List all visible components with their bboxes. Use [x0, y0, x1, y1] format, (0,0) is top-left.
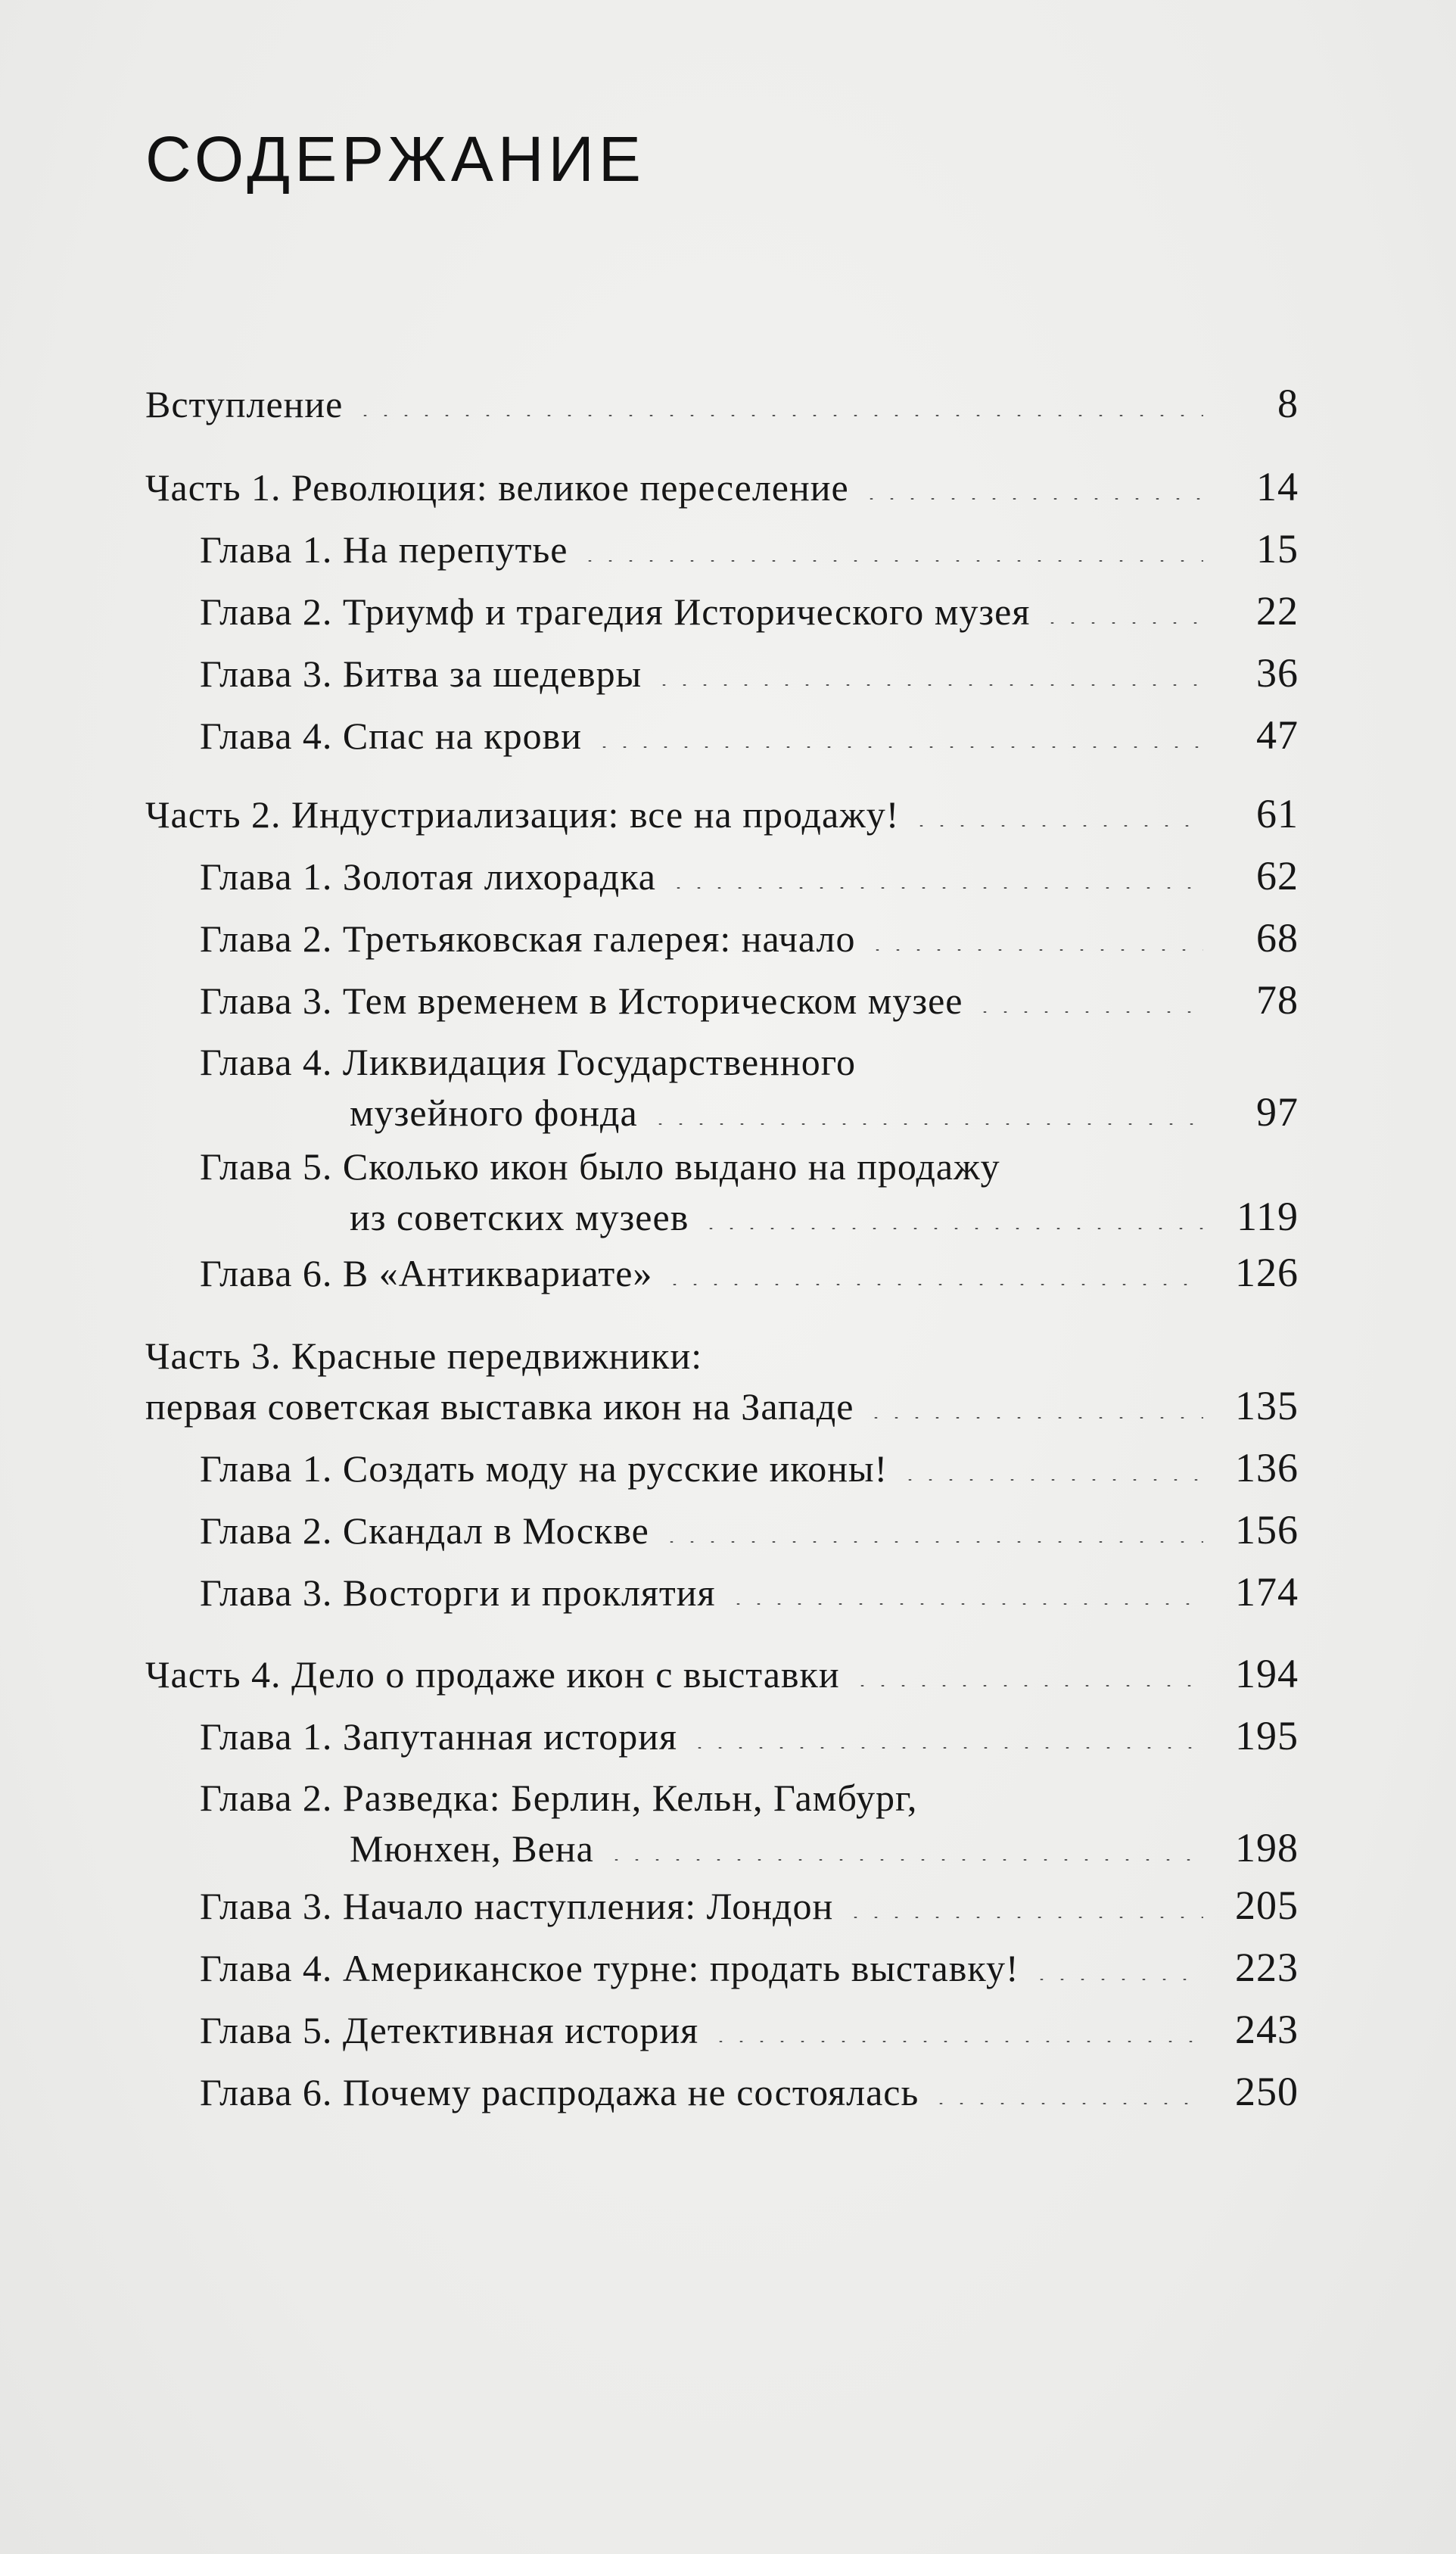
toc-chapter[interactable]	[145, 710, 1299, 760]
toc-entry-label: Глава 3. Начало наступления: Лондон	[200, 1885, 834, 1927]
toc-entry-label: Глава 1. Запутанная история	[200, 1715, 678, 1758]
toc-entry-label: Вступление	[145, 383, 344, 425]
toc-entry-label: Глава 1. Золотая лихорадка	[200, 855, 656, 898]
toc-entry-label: Глава 4. Ликвидация Государственного	[200, 1041, 857, 1083]
dot-leader	[931, 2103, 1203, 2104]
toc-entry-label: Часть 2. Индустриализация: все на продажу!	[145, 793, 900, 836]
toc-entry-label: Глава 2. Триумф и трагедия Исторического музея	[200, 590, 1031, 633]
toc-page-number: 14	[1256, 464, 1299, 509]
dot-leader	[689, 1747, 1203, 1749]
toc-entry-label: Глава 6. В «Антиквариате»	[200, 1252, 653, 1294]
toc-page-number: 22	[1256, 588, 1299, 634]
toc-entry-label: Глава 2. Третьяковская галерея: начало	[200, 917, 856, 960]
toc-chapter-continuation[interactable]	[145, 1191, 1299, 1241]
toc-entry-intro[interactable]	[145, 378, 1299, 428]
toc-page-number: 223	[1235, 1945, 1299, 1990]
toc-entry-label: Часть 1. Революция: великое переселение	[145, 466, 849, 509]
dot-leader	[594, 746, 1203, 748]
toc-page-number: 36	[1256, 650, 1299, 696]
toc-page-number: 62	[1256, 853, 1299, 899]
toc-chapter[interactable]	[145, 1443, 1299, 1493]
toc-page-number: 97	[1256, 1089, 1299, 1135]
toc-chapter[interactable]	[145, 1880, 1299, 1930]
toc-entry-label: Глава 5. Сколько икон было выдано на продажу	[200, 1145, 1000, 1188]
toc-page-number: 61	[1256, 791, 1299, 836]
toc-part-2[interactable]	[145, 789, 1299, 839]
toc-entry-label: первая советская выставка икон на Западе	[145, 1385, 854, 1428]
toc-page-number: 174	[1235, 1569, 1299, 1615]
toc-chapter[interactable]	[145, 2067, 1299, 2116]
toc-page-number: 194	[1235, 1651, 1299, 1696]
toc-part-4[interactable]	[145, 1649, 1299, 1699]
toc-chapter-continuation[interactable]	[145, 1087, 1299, 1137]
toc-chapter[interactable]	[145, 851, 1299, 901]
toc-part-1[interactable]	[145, 462, 1299, 512]
dot-leader	[701, 1228, 1203, 1229]
toc-chapter[interactable]	[145, 648, 1299, 698]
toc-page-number: 68	[1256, 915, 1299, 961]
dot-leader	[900, 1479, 1203, 1481]
dot-leader	[580, 560, 1203, 562]
toc-chapter[interactable]	[145, 1711, 1299, 1761]
toc-chapter[interactable]	[145, 1505, 1299, 1555]
toc-chapter-continuation[interactable]	[145, 1823, 1299, 1873]
dot-leader	[975, 1011, 1203, 1013]
toc-page-number: 195	[1235, 1713, 1299, 1758]
toc-entry-label: Часть 4. Дело о продаже икон с выставки	[145, 1653, 840, 1696]
page-title: СОДЕРЖАНИЕ	[145, 123, 646, 195]
toc-page-number: 156	[1235, 1507, 1299, 1553]
toc-chapter[interactable]	[145, 1037, 1299, 1087]
toc-entry-label: Глава 4. Американское турне: продать выставку!	[200, 1947, 1019, 1989]
toc-page-number: 243	[1235, 2007, 1299, 2052]
toc-chapter[interactable]	[145, 975, 1299, 1025]
toc-page-number: 8	[1277, 381, 1299, 426]
dot-leader	[1031, 1979, 1203, 1980]
dot-leader	[650, 1123, 1203, 1125]
toc-entry-label: Глава 6. Почему распродажа не состоялась	[200, 2071, 919, 2113]
dot-leader	[1042, 622, 1203, 624]
toc-page-number: 78	[1256, 977, 1299, 1023]
dot-leader	[911, 825, 1203, 827]
toc-entry-label: Глава 1. Создать моду на русские иконы!	[200, 1447, 888, 1490]
toc-chapter[interactable]	[145, 2004, 1299, 2054]
dot-leader	[852, 1685, 1203, 1687]
toc-part-3[interactable]	[145, 1331, 1299, 1381]
toc-page-number: 15	[1256, 526, 1299, 572]
toc-page-number: 136	[1235, 1445, 1299, 1490]
toc-page-number: 119	[1237, 1194, 1299, 1239]
toc-entry-label: Глава 3. Битва за шедевры	[200, 653, 642, 695]
toc-page-number: 250	[1235, 2069, 1299, 2114]
toc-entry-label: Мюнхен, Вена	[350, 1827, 594, 1870]
dot-leader	[668, 887, 1203, 889]
dot-leader	[664, 1284, 1203, 1285]
toc-chapter[interactable]	[145, 1247, 1299, 1297]
dot-leader	[355, 415, 1203, 416]
toc-entry-label: Часть 3. Красные передвижники:	[145, 1335, 703, 1377]
dot-leader	[728, 1603, 1203, 1605]
dot-leader	[861, 498, 1203, 500]
toc-entry-label: Глава 2. Разведка: Берлин, Кельн, Гамбург,	[200, 1777, 918, 1819]
toc-entry-label: Глава 4. Спас на крови	[200, 715, 583, 757]
toc-entry-label: из советских музеев	[350, 1196, 689, 1238]
toc-entry-label: Глава 1. На перепутье	[200, 528, 568, 571]
dot-leader	[661, 1541, 1203, 1543]
toc-chapter[interactable]	[145, 524, 1299, 574]
toc-page-number: 135	[1235, 1383, 1299, 1428]
dot-leader	[711, 2041, 1203, 2042]
toc-entry-label: Глава 2. Скандал в Москве	[200, 1509, 649, 1552]
dot-leader	[866, 1417, 1203, 1419]
toc-part-3-continuation[interactable]	[145, 1381, 1299, 1431]
dot-leader	[845, 1917, 1203, 1918]
toc-chapter[interactable]	[145, 586, 1299, 636]
toc-chapter[interactable]	[145, 913, 1299, 963]
toc-chapter[interactable]	[145, 1942, 1299, 1992]
toc-page-number: 205	[1235, 1883, 1299, 1928]
toc-chapter[interactable]	[145, 1773, 1299, 1823]
toc-chapter[interactable]	[145, 1567, 1299, 1617]
toc-page-number: 126	[1235, 1250, 1299, 1295]
toc-page-number: 198	[1235, 1825, 1299, 1870]
toc-entry-label: Глава 5. Детективная история	[200, 2009, 699, 2051]
dot-leader	[654, 684, 1203, 686]
toc-entry-label: Глава 3. Тем временем в Историческом музее	[200, 980, 963, 1022]
toc-page-number: 47	[1256, 712, 1299, 758]
toc-entry-label: музейного фонда	[350, 1092, 638, 1134]
table-of-contents	[145, 0, 1299, 2554]
toc-entry-label: Глава 3. Восторги и проклятия	[200, 1571, 716, 1614]
dot-leader	[867, 949, 1203, 951]
toc-chapter[interactable]	[145, 1142, 1299, 1191]
dot-leader	[606, 1859, 1203, 1861]
